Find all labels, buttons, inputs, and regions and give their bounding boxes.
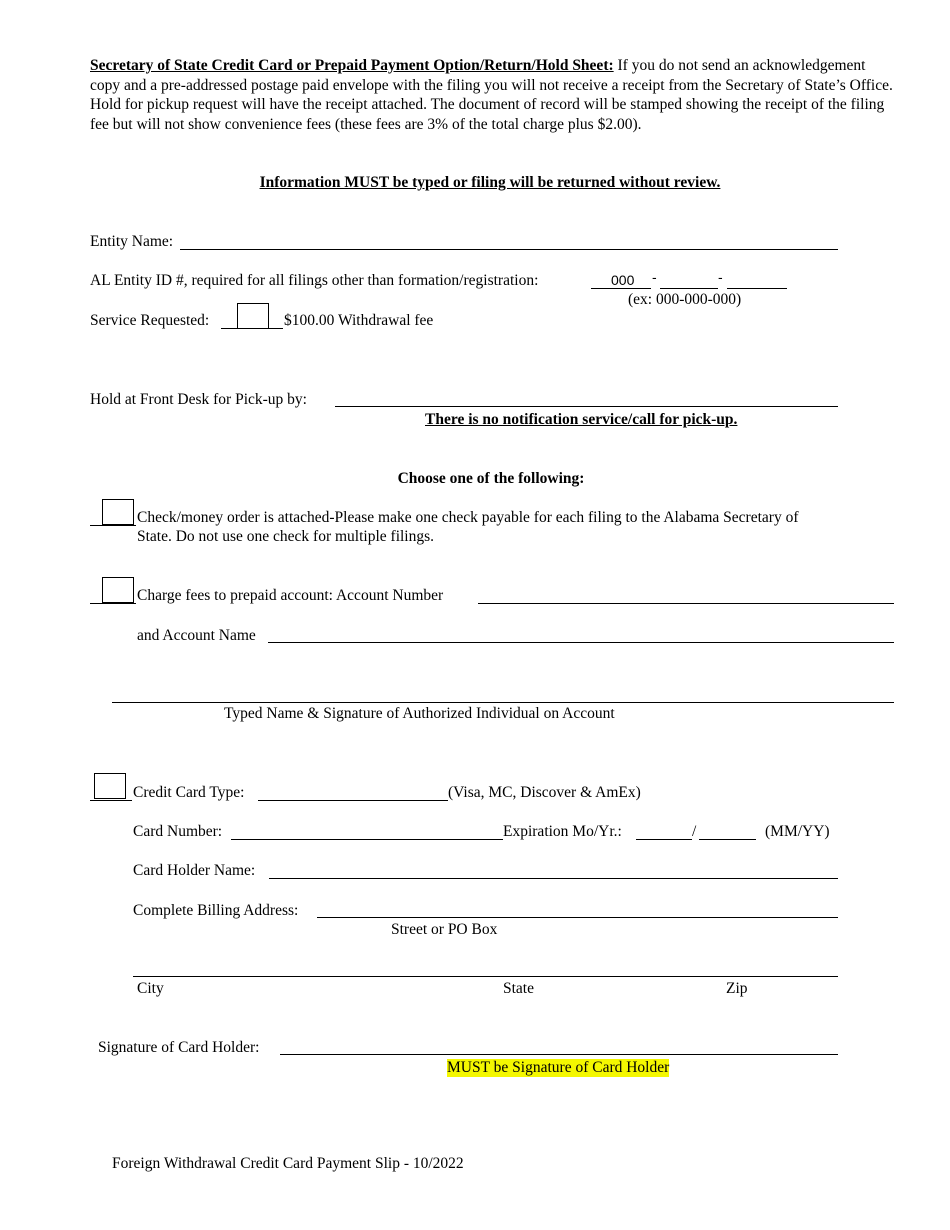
account-name-label: and Account Name bbox=[137, 627, 256, 644]
choose-heading-text: Choose one of the following: bbox=[397, 470, 585, 487]
entity-id-part1-value: 000 bbox=[611, 272, 635, 288]
card-type-hint: (Visa, MC, Discover & AmEx) bbox=[448, 784, 641, 801]
account-number-field[interactable] bbox=[478, 603, 894, 604]
withdrawal-fee-checkbox[interactable] bbox=[237, 303, 269, 329]
sheet-title: Secretary of State Credit Card or Prepaid Payment Option/Return/Hold Sheet: bbox=[90, 57, 614, 74]
intro-body: If you do not send an acknowledgement copy and a pre-addressed postage paid envelope with the filing you will not receive a receipt from the Secretary of State’s Office. Hold for pickup request will have the receipt attached. The document of record will be stamped showing the receipt of the filing fee but will not show convenience fees (these fees are 3% of the total charge plus $2.00). bbox=[90, 57, 893, 133]
prepaid-account-checkbox[interactable] bbox=[102, 577, 134, 603]
city-caption: City bbox=[137, 980, 164, 997]
entity-id-part2-field[interactable] bbox=[660, 288, 718, 289]
typed-notice bbox=[0, 174, 950, 192]
check-option-text-line1: Check/money order is attached-Please make one check payable for each filing to the Alabama Secretary of bbox=[137, 509, 799, 526]
billing-street-field[interactable] bbox=[317, 917, 838, 918]
card-type-field[interactable] bbox=[258, 800, 448, 801]
expiration-slash: / bbox=[692, 823, 697, 840]
check-option-underline bbox=[90, 525, 136, 526]
state-caption: State bbox=[503, 980, 534, 997]
card-holder-signature-field[interactable] bbox=[280, 1054, 838, 1055]
entity-id-dash-1: - bbox=[652, 269, 657, 285]
check-money-order-checkbox[interactable] bbox=[102, 499, 134, 525]
withdrawal-fee-label: $100.00 Withdrawal fee bbox=[284, 312, 434, 329]
authorized-signature-field[interactable] bbox=[112, 702, 894, 703]
footer-text: Foreign Withdrawal Credit Card Payment Slip - 10/2022 bbox=[112, 1155, 464, 1172]
expiration-month-field[interactable] bbox=[636, 839, 692, 840]
street-caption: Street or PO Box bbox=[391, 921, 498, 938]
zip-caption: Zip bbox=[726, 980, 748, 997]
entity-name-field[interactable] bbox=[180, 249, 838, 250]
choose-heading bbox=[0, 470, 950, 488]
entity-id-part1-field[interactable] bbox=[591, 288, 651, 289]
billing-address-label: Complete Billing Address: bbox=[133, 902, 299, 919]
city-state-zip-field[interactable] bbox=[133, 976, 838, 977]
card-holder-name-label: Card Holder Name: bbox=[133, 862, 256, 879]
card-type-label: Credit Card Type: bbox=[133, 784, 245, 801]
authorized-signature-caption: Typed Name & Signature of Authorized Individual on Account bbox=[224, 705, 615, 722]
card-holder-signature-label: Signature of Card Holder: bbox=[98, 1039, 260, 1056]
signature-requirement-note: MUST be Signature of Card Holder bbox=[447, 1059, 670, 1076]
credit-card-checkbox[interactable] bbox=[94, 773, 126, 799]
expiration-label: Expiration Mo/Yr.: bbox=[503, 823, 622, 840]
prepaid-option-underline bbox=[90, 603, 136, 604]
typed-notice-text: Information MUST be typed or filing will be returned without review. bbox=[259, 174, 721, 191]
entity-id-dash-2: - bbox=[718, 269, 723, 285]
expiration-year-field[interactable] bbox=[699, 839, 756, 840]
entity-name-label: Entity Name: bbox=[90, 233, 174, 250]
hold-pickup-label: Hold at Front Desk for Pick-up by: bbox=[90, 391, 307, 408]
pickup-notice: There is no notification service/call for pick-up. bbox=[425, 411, 738, 428]
prepaid-account-label: Charge fees to prepaid account: Account Number bbox=[137, 587, 444, 604]
check-option-text-line2: State. Do not use one check for multiple filings. bbox=[137, 528, 435, 545]
service-requested-label: Service Requested: bbox=[90, 312, 210, 329]
entity-id-part3-field[interactable] bbox=[727, 288, 787, 289]
card-holder-name-field[interactable] bbox=[269, 878, 838, 879]
credit-card-option-underline bbox=[90, 800, 132, 801]
hold-pickup-field[interactable] bbox=[335, 406, 838, 407]
intro-paragraph bbox=[90, 56, 895, 134]
card-number-field[interactable] bbox=[231, 839, 503, 840]
expiration-hint: (MM/YY) bbox=[765, 823, 830, 840]
card-number-label: Card Number: bbox=[133, 823, 223, 840]
entity-id-label: AL Entity ID #, required for all filings other than formation/registration: bbox=[90, 272, 539, 289]
account-name-field[interactable] bbox=[268, 642, 894, 643]
entity-id-example: (ex: 000-000-000) bbox=[628, 291, 742, 308]
